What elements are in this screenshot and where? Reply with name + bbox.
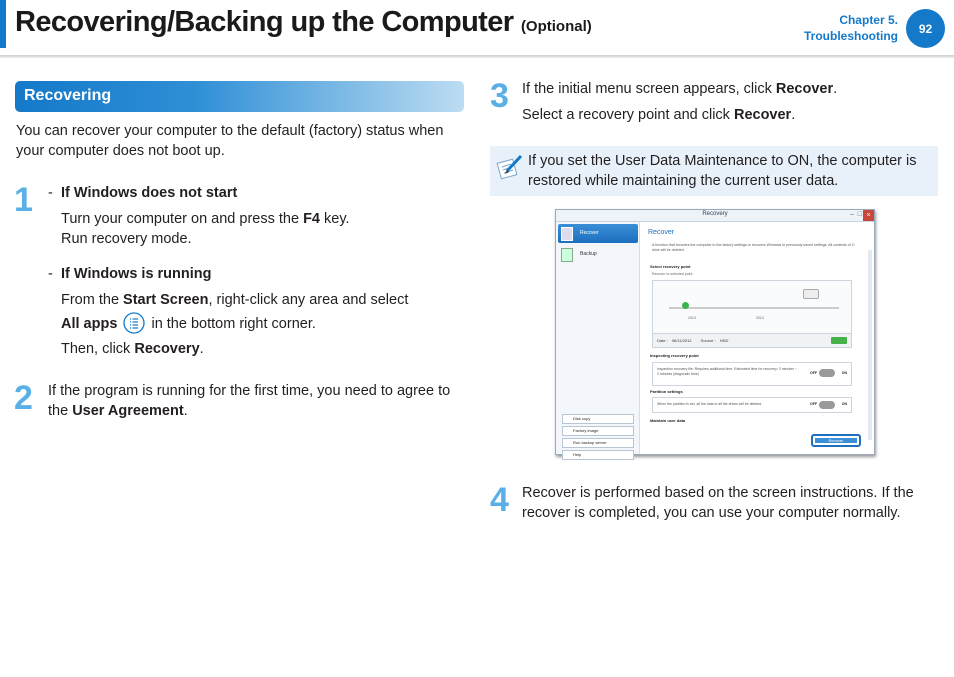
inspect-box [652,362,852,386]
timeline-tick-2: 2013 [756,316,764,320]
tool-backup-server: Run backup server [562,438,634,448]
chapter-label [804,12,898,44]
step-1-b-line2: All apps in the bottom right corner. [61,314,316,334]
step-1-a-line1: Turn your computer on and press the F4 key. [61,211,350,227]
timeline-track [669,307,839,309]
note-text: If you set the User Data Maintenance to ON, the computer is restored while maintaining the current user data. [528,153,917,189]
chapter-number: Chapter 5. [839,13,898,27]
step-4-number: 4 [490,481,509,519]
all-apps-icon [123,312,145,334]
partition-off-label: OFF [810,402,817,406]
page-title-main: Recovering/Backing up the Computer [15,6,514,38]
nav-backup-item [558,246,638,263]
step-1-number: 1 [14,181,33,219]
window-minimize-icon: – [850,211,854,218]
point-info-bar: Date : 06/11/2012 Source : HDD [652,333,852,348]
partition-box [652,397,852,413]
backup-icon [561,248,573,262]
step-3-line2: Select a recovery point and click Recover. [522,107,796,123]
screenshot-titlebar [556,210,874,222]
recovery-screenshot [555,209,875,455]
tool-disk-copy: Disk copy [562,414,634,424]
step-1-a-line2: Run recovery mode. [61,231,192,247]
scrollbar[interactable] [868,250,872,440]
recovery-point-marker[interactable] [682,302,689,309]
section-heading [15,81,464,112]
nav-recover-item [558,224,638,243]
inspect-title: Inspecting recovery point [650,353,699,358]
step-1-b-line3: Then, click Recovery. [61,341,204,357]
step-3-line1: If the initial menu screen appears, click Recover. [522,81,838,97]
recover-icon [561,227,573,241]
header-divider [0,55,954,58]
recover-to-label: Recover to selected point [652,272,693,276]
step-1-b-title: If Windows is running [61,266,212,282]
note-pencil-icon [496,152,524,180]
step-2-number: 2 [14,379,33,417]
nav-backup-label: Backup [580,251,597,257]
confirm-point-button[interactable] [831,337,847,344]
maintain-title: Maintain user data [650,418,686,423]
step-1-a-title: If Windows does not start [61,185,238,201]
step-1-bullet-b: - [48,266,53,282]
step-4-text: Recover is performed based on the screen instructions. If the recover is completed, you can use your computer normally. [522,485,914,521]
page-title [15,6,592,39]
inspect-off-label: OFF [810,371,817,375]
inspect-text: Inspection recovery file: Requires additional time. Estimated time for recovery: 3 minutes ~ 2 minutes (diagnostic time) [657,367,797,376]
nav-recover-label: Recover [580,230,599,236]
panel-description: A function that recovers the computer to the factory settings or recovers Windows to previously saved settings. All contents of C: drive will be deleted. [652,243,856,252]
partition-toggle[interactable] [819,401,835,409]
partition-title: Partition settings [650,389,683,394]
timeline-tick-1: 2013 [688,316,696,320]
tool-help: Help [562,450,634,460]
inspect-on-label: ON [841,371,847,375]
tool-factory-image: Factory image [562,426,634,436]
step-3-number: 3 [490,77,509,115]
select-point-label: Select recovery point [650,264,691,269]
page-number-badge: 92 [906,9,945,48]
screenshot-window-title: Recovery [702,211,728,217]
page-title-optional: (Optional) [520,18,592,35]
recover-button-highlight [811,434,861,447]
step-1-b-line1: From the Start Screen, right-click any area and select [61,292,409,308]
header-accent-bar [0,0,6,48]
timeline-box [652,280,852,336]
screenshot-nav [556,222,640,457]
partition-text: When the partition is set, all the data in all the drives will be deleted. [657,402,763,406]
chapter-name: Troubleshooting [804,29,898,43]
intro-text: You can recover your computer to the default (factory) status when your computer does not boot up. [16,123,444,159]
step-1-bullet-a: - [48,185,53,201]
window-close-icon: × [863,210,874,221]
inspect-toggle[interactable] [819,369,835,377]
recover-button[interactable]: Recover [815,438,857,443]
step-2-text: If the program is running for the first time, you need to agree to the User Agreement. [48,383,451,419]
section-heading-text: Recovering [24,87,112,104]
panel-title: Recover [648,229,675,236]
tools-list [562,414,634,460]
zoom-icon [803,289,819,299]
partition-on-label: ON [841,402,847,406]
window-maximize-icon: □ [857,211,862,218]
